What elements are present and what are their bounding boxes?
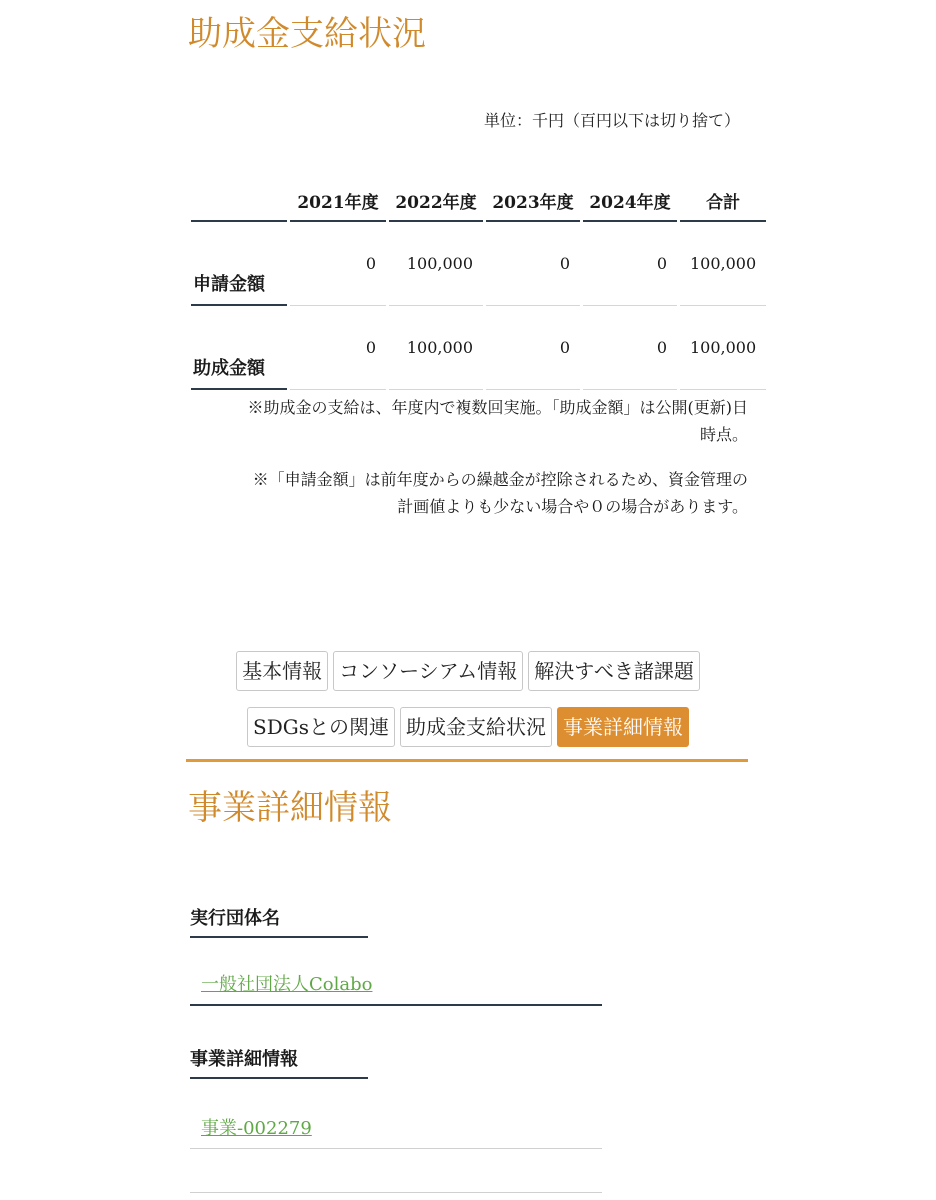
header-2022: 2022年度 bbox=[389, 180, 483, 222]
table-row bbox=[191, 306, 766, 390]
table-cell: 100,000 bbox=[389, 222, 483, 306]
table-cell: 100,000 bbox=[680, 222, 766, 306]
tab-project-details[interactable]: 事業詳細情報 bbox=[557, 707, 689, 747]
table-cell: 0 bbox=[583, 222, 677, 306]
header-2023: 2023年度 bbox=[486, 180, 580, 222]
tab-basic-info[interactable]: 基本情報 bbox=[236, 651, 328, 691]
grant-table bbox=[188, 180, 769, 390]
tab-row-2 bbox=[0, 707, 936, 747]
grant-note-2-line1: ※「申請金額」は前年度からの繰越金が控除されるため、資金管理の bbox=[252, 470, 748, 489]
table-cell: 0 bbox=[290, 306, 386, 390]
grant-section-title: 助成金支給状況 bbox=[188, 14, 426, 54]
detail-value bbox=[190, 1114, 602, 1149]
project-link[interactable]: 事業-002279 bbox=[201, 1118, 312, 1139]
divider bbox=[190, 1192, 602, 1193]
header-2021: 2021年度 bbox=[290, 180, 386, 222]
detail-label: 事業詳細情報 bbox=[190, 1045, 368, 1079]
table-row bbox=[191, 222, 766, 306]
org-link[interactable]: 一般社団法人Colabo bbox=[201, 974, 373, 995]
tab-grant-status[interactable]: 助成金支給状況 bbox=[400, 707, 552, 747]
tab-sdgs[interactable]: SDGsとの関連 bbox=[247, 707, 395, 747]
tab-consortium-info[interactable]: コンソーシアム情報 bbox=[333, 651, 523, 691]
org-value bbox=[190, 970, 602, 1006]
grant-note-2-line2: 計画値よりも少ない場合や０の場合があります。 bbox=[397, 497, 748, 516]
table-cell: 100,000 bbox=[389, 306, 483, 390]
row-label-granted: 助成金額 bbox=[191, 306, 287, 390]
tab-row-1 bbox=[0, 651, 936, 691]
org-label: 実行団体名 bbox=[190, 904, 368, 938]
detail-section-title: 事業詳細情報 bbox=[188, 788, 392, 828]
table-cell: 0 bbox=[583, 306, 677, 390]
grant-note-1 bbox=[188, 394, 748, 448]
table-cell: 0 bbox=[486, 222, 580, 306]
table-cell: 100,000 bbox=[680, 306, 766, 390]
grant-table-header-row bbox=[191, 180, 766, 222]
header-total: 合計 bbox=[680, 180, 766, 222]
table-cell: 0 bbox=[290, 222, 386, 306]
tab-underline bbox=[186, 759, 748, 762]
table-cell: 0 bbox=[486, 306, 580, 390]
header-2024: 2024年度 bbox=[583, 180, 677, 222]
tab-issues[interactable]: 解決すべき諸課題 bbox=[528, 651, 700, 691]
grant-note-1-line2: 時点。 bbox=[699, 425, 748, 444]
grant-table-corner bbox=[191, 180, 287, 222]
grant-note-2 bbox=[188, 466, 748, 520]
unit-note: 単位：千円（百円以下は切り捨て） bbox=[483, 111, 740, 130]
row-label-applied: 申請金額 bbox=[191, 222, 287, 306]
grant-note-1-line1: ※助成金の支給は、年度内で複数回実施。「助成金額」は公開(更新)日 bbox=[247, 398, 748, 417]
